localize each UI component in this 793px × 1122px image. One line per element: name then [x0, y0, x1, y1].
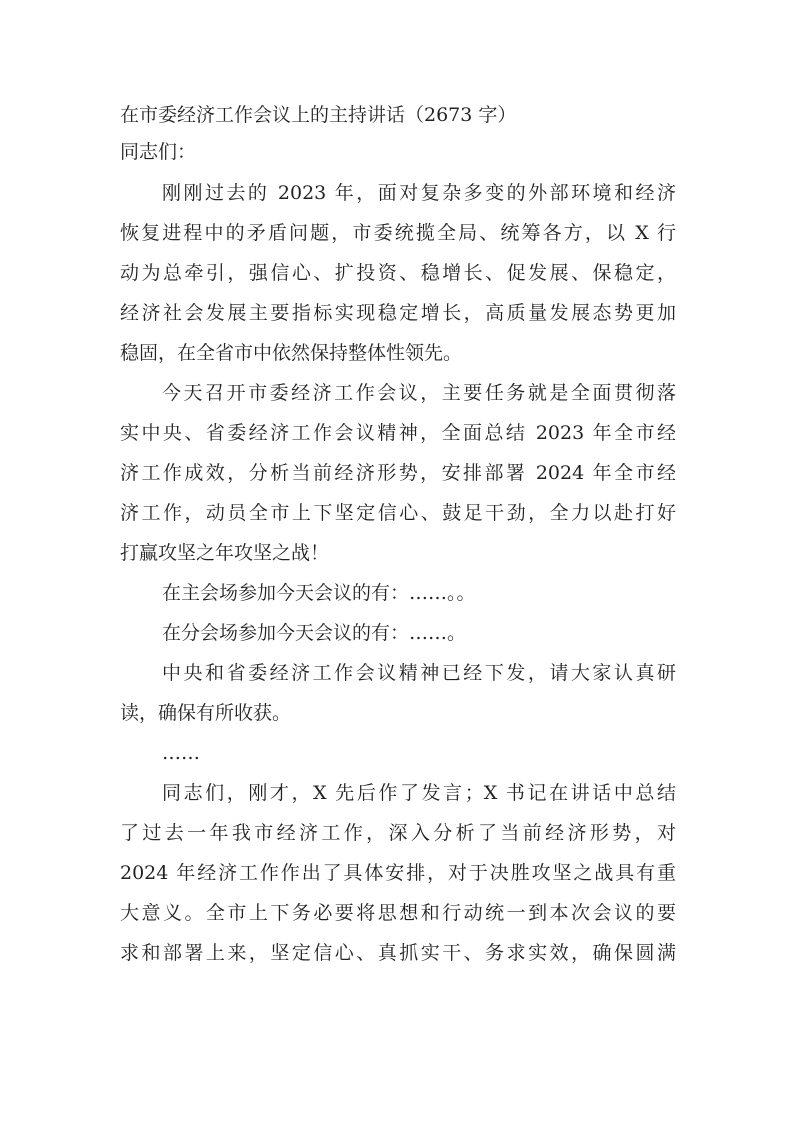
text-line: 刚刚过去的 2023 年，面对复杂多变的外部环境和经济 [162, 182, 676, 204]
text-line: 打赢攻坚之年攻坚之战！ [120, 542, 330, 564]
text-line: 济工作成效，分析当前经济形势，安排部署 2024 年全市经 [120, 462, 676, 484]
text-line: 恢复进程中的矛盾问题，市委统揽全局、统筹各方，以 X 行 [120, 222, 676, 244]
text-line: 稳固，在全省市中依然保持整体性领先。 [120, 342, 463, 364]
text-line: 了过去一年我市经济工作，深入分析了当前经济形势，对 [120, 822, 676, 844]
text-line: 实中央、省委经济工作会议精神，全面总结 2023 年全市经 [120, 422, 676, 444]
text-line: 经济社会发展主要指标实现稳定增长，高质量发展态势更加 [120, 302, 676, 324]
text-line: …… [162, 742, 200, 764]
text-line: 在主会场参加今天会议的有：……。。 [162, 582, 476, 604]
text-line: 济工作，动员全市上下坚定信心、鼓足干劲，全力以赴打好 [120, 502, 676, 524]
text-line: 动为总牵引，强信心、扩投资、稳增长、促发展、保稳定， [120, 262, 676, 284]
document-title: 在市委经济工作会议上的主持讲话（2673 字） [120, 104, 517, 126]
text-line: 中央和省委经济工作会议精神已经下发，请大家认真研 [162, 662, 676, 684]
text-line: 今天召开市委经济工作会议，主要任务就是全面贯彻落 [162, 382, 676, 404]
text-line: 同志们，刚才，X 先后作了发言；X 书记在讲话中总结 [162, 782, 676, 804]
text-line: 在分会场参加今天会议的有：……。 [162, 622, 467, 644]
text-line: 大意义。全市上下务必要将思想和行动统一到本次会议的要 [120, 902, 676, 924]
text-line: 2024 年经济工作作出了具体安排，对于决胜攻坚之战具有重 [120, 862, 676, 884]
salutation: 同志们： [120, 141, 197, 163]
text-line: 读，确保有所收获。 [120, 702, 292, 724]
text-line: 求和部署上来，坚定信心、真抓实干、务求实效，确保圆满 [120, 942, 676, 964]
